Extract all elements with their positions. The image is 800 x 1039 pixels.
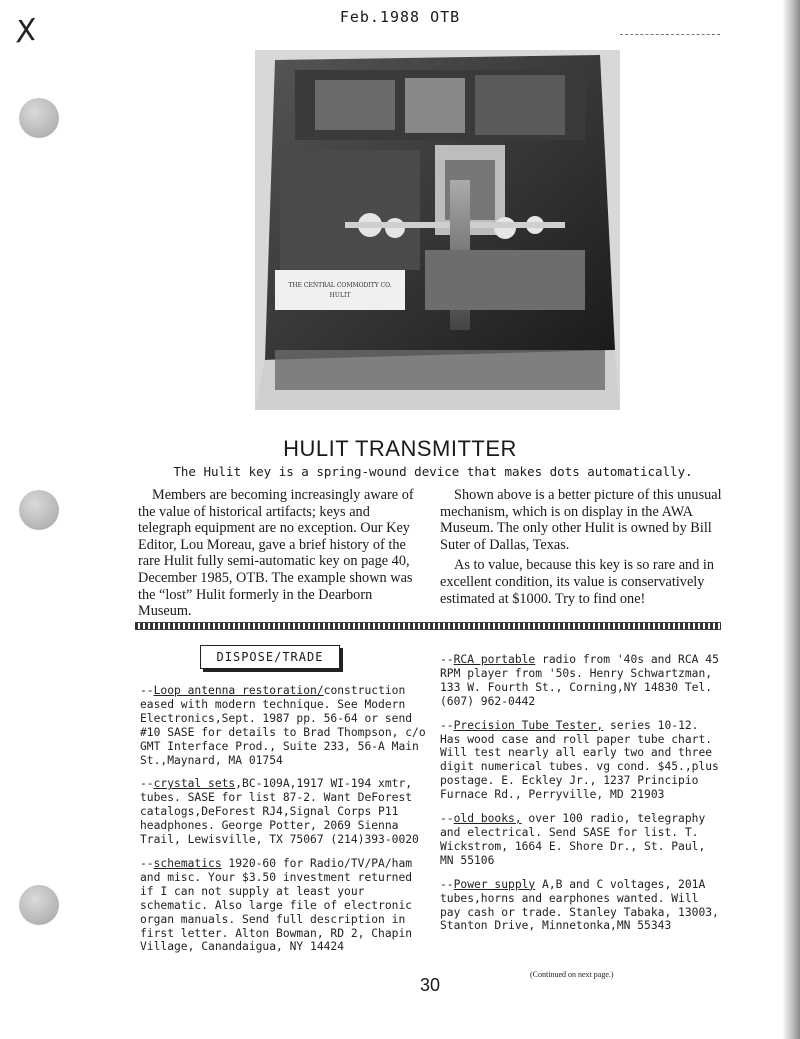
header-rule: [620, 34, 720, 36]
transmitter-photo: [255, 50, 620, 410]
section-divider: [135, 622, 721, 630]
ad-prefix: --: [140, 684, 154, 697]
classified-ad: [440, 878, 722, 934]
ad-heading: old books,: [453, 812, 522, 826]
article-title: HULIT TRANSMITTER: [283, 436, 517, 461]
classified-ad: [140, 857, 430, 954]
ad-body: 1920-60 for Radio/TV/PA/ham and misc. Your $3.50 investment returned if I can not supply at least your schematic. Also large file of electronic organ manuals. Send full description in first letter. Alton Bowman, RD 2, Chapin Village, Canandaigua, NY 14424: [140, 856, 413, 954]
classified-ad: [440, 719, 722, 802]
classified-ad: [140, 777, 430, 847]
svg-text:THE CENTRAL COMMODITY CO.: THE CENTRAL COMMODITY CO.: [288, 282, 392, 289]
ad-prefix: --: [140, 856, 154, 870]
ad-body: construction eased with modern technique. See Modern Electronics,Sept. 1987 pp. 56-64 or send #10 SASE for details to Brad Thompson, c/o GMT Interface Prod., Suite 233, 56-A Main St.,Maynard, MA 01754: [140, 684, 426, 767]
section-label-box: [200, 645, 340, 669]
punch-hole-middle: [19, 490, 59, 530]
classified-ad: [440, 812, 722, 868]
page-header: Feb.1988 OTB: [339, 8, 461, 26]
ad-heading: crystal sets: [153, 777, 236, 791]
article-left-column: [138, 487, 421, 620]
classified-ad: [140, 684, 430, 767]
page-number: 30: [420, 975, 441, 995]
ad-heading: Precision Tube Tester,: [453, 718, 604, 732]
margin-mark: X: [13, 12, 39, 51]
article-paragraph: As to value, because this key is so rare and in excellent condition, its value is conservatively estimated at $1000. Try to find one!: [440, 557, 715, 607]
section-label: DISPOSE/TRADE: [216, 650, 324, 664]
ad-body: over 100 radio, telegraphy and electrical. Send SASE for list. T. Wickstrom, 1664 E. Shore Dr., St. Paul, MN 55106: [440, 812, 706, 867]
ad-prefix: --: [440, 812, 454, 826]
article-paragraph: Members are becoming increasingly aware of the value of historical artifacts; keys and telegraph equipment are no exception. Our Key Editor, Lou Moreau, gave a brief history of the rare Hulit fully semi-automatic key on page 40, December 1985, OTB. The example shown was the “lost” Hulit formerly in the Dearborn Museum.: [138, 487, 414, 620]
classified-ad: [440, 653, 722, 709]
punch-hole-bottom: [19, 885, 59, 925]
punch-hole-top: [19, 98, 59, 138]
article-paragraph: Shown above is a better picture of this unusual mechanism, which is on display in the AWA Museum. The only other Hulit is owned by Bill Suter of Dallas, Texas.: [440, 487, 722, 553]
photo-plate-label: HULIT: [329, 292, 351, 299]
article-right-column: [440, 487, 722, 611]
ad-prefix: --: [140, 777, 154, 791]
ad-heading: schematics: [153, 856, 222, 870]
ad-body: series 10-12. Has wood case and roll paper tube chart. Will test nearly all early two and three digit numerical tubes. vg cond. $45.,plus postage. E. Eckley Jr., 1237 Principio Furnace Rd., Perryville, MD 21903: [440, 718, 719, 802]
ad-prefix: --: [440, 718, 454, 732]
article-subtitle: The Hulit key is a spring-wound device that makes dots automatically.: [173, 464, 693, 479]
ad-prefix: --: [440, 877, 454, 891]
ad-heading: RCA portable: [453, 653, 536, 666]
ad-body: radio from '40s and RCA 45 RPM player from '50s. Henry Schwartzman, 133 W. Fourth St., Corning,NY 14830 Tel. (607) 962-0442: [440, 653, 719, 708]
page-edge-shadow: [782, 0, 800, 1039]
continued-note: (Continued on next page.): [530, 970, 614, 979]
classified-ads-right: [440, 653, 722, 943]
ad-heading: Loop antenna restoration/: [153, 684, 324, 697]
classified-ads-left: [140, 684, 430, 964]
ad-body: ,BC-109A,1917 WI-194 xmtr, tubes. SASE for list 87-2. Want DeForest catalogs,DeForest RJ4,Signal Corps P11 headphones. George Potter, 2069 Sienna Trail, Lewisville, TX 75067 (214)393-0020: [140, 777, 419, 847]
ad-heading: Power supply: [453, 877, 536, 891]
ad-prefix: --: [440, 653, 454, 666]
ad-body: A,B and C voltages, 201A tubes,horns and earphones wanted. Will pay cash or trade. Stanley Tabaka, 13003, Stanton Drive, Minnetonka,MN 55343: [440, 877, 719, 933]
